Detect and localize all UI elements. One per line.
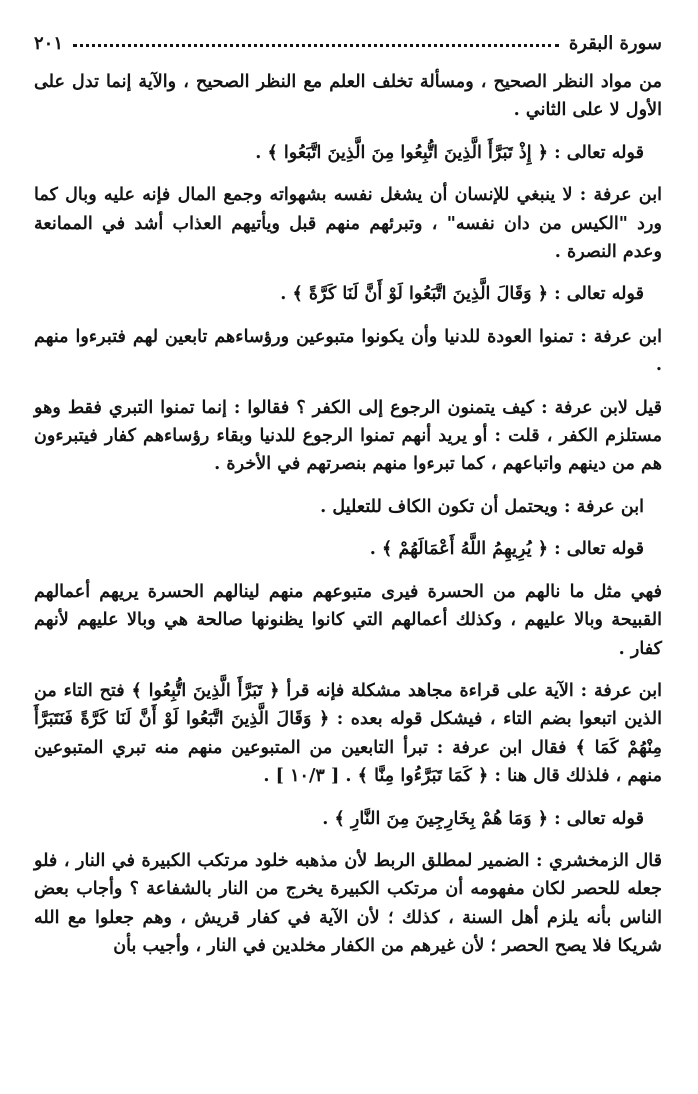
paragraph: فهي مثل ما نالهم من الحسرة فيرى متبوعهم منهم لينالهم الحسرة يريهم أعمالهم القبيحة وبالا عليهم ، وكذلك أعمالهم التي كانوا يظنونها صالحة هي وبالا عليهم لأنهم كفار .	[34, 580, 662, 659]
verse-citation: قوله تعالى : ﴿ وَقَالَ الَّذِينَ اتَّبَعُوا لَوْ أَنَّ لَنَا كَرَّةً ﴾ .	[280, 283, 644, 305]
paragraph: ابن عرفة : ويحتمل أن تكون الكاف للتعليل .	[320, 495, 644, 517]
paragraph: قيل لابن عرفة : كيف يتمنون الرجوع إلى الكفر ؟ فقالوا : إنما تمنوا التبري فقط وهو مستلزم الكفر ، قلت : أو يريد أنهم تمنوا الرجوع للدنيا وبقاء رؤساءهم كفار فيتبرءون هم من دينهم واتباعهم ، كما تبرءوا منهم بنصرتهم في الأخرة .	[34, 396, 662, 475]
header-dotted-rule	[73, 44, 559, 47]
paragraph: من مواد النظر الصحيح ، ومسألة تخلف العلم مع النظر الصحيح ، والآية إنما تدل على الأول لا على الثاني .	[34, 71, 662, 121]
page-number: ٢٠١	[34, 32, 64, 54]
paragraph: ابن عرفة : الآية على قراءة مجاهد مشكلة فإنه قرأ ﴿ تَبَرَّأَ الَّذِينَ اتُّبِعُوا ﴾ فتح التاء من الذين اتبعوا بضم التاء ، فيشكل قوله بعده : ﴿ وَقَالَ الَّذِينَ اتَّبَعُوا لَوْ أَنَّ لَنَا كَرَّةً فَنَتَبَرَّأَ مِنْهُمْ كَمَا ﴾ فقال ابن عرفة : تبرأ التابعين من المتبوعين منهم منه تبري المتبوعين منهم ، فلذلك قال هنا : ﴿ كَمَا تَبَرَّءُوا مِنَّا ﴾ . [ ١٠/٣ ] .	[34, 679, 662, 787]
surah-title: سورة البقرة	[568, 32, 662, 54]
paragraph: ابن عرفة : لا ينبغي للإنسان أن يشغل نفسه بشهواته وجمع المال فإنه عليه وبال كما ورد "الكيس من دان نفسه" ، وتبرئهم منهم قبل ويأتيهم العذاب أشد في الممانعة وعدم النصرة .	[34, 184, 662, 263]
running-header	[34, 28, 662, 58]
paragraph: ابن عرفة : تمنوا العودة للدنيا وأن يكونوا متبوعين ورؤساءهم تابعين لهم فتبرءوا منهم .	[34, 325, 662, 376]
paragraph: قال الزمخشري : الضمير لمطلق الربط لأن مذهبه خلود مرتكب الكبيرة في النار ، فلو جعله للحصر لكان مفهومه أن مرتكب الكبيرة يخرج من النار بالشفاعة ؟ وأجاب بعض الناس بأنه يلزم أهل السنة ، كذلك ؛ لأن الآية في كفار قريش ، وهم جعلوا مع الله شريكا فلا يصح الحصر ؛ لأن غيرهم من الكفار مخلدين في النار ، وأجيب بأن	[34, 849, 662, 957]
page-body	[34, 68, 662, 961]
verse-citation: قوله تعالى : ﴿ وَمَا هُمْ بِخَارِجِينَ مِنَ النَّارِ ﴾ .	[322, 807, 644, 829]
verse-citation: قوله تعالى : ﴿ إِذْ تَبَرَّأَ الَّذِينَ اتُّبِعُوا مِنَ الَّذِينَ اتَّبَعُوا ﴾ .	[255, 141, 644, 163]
verse-citation: قوله تعالى : ﴿ يُرِيهِمُ اللَّهُ أَعْمَالَهُمْ ﴾ .	[369, 538, 644, 560]
